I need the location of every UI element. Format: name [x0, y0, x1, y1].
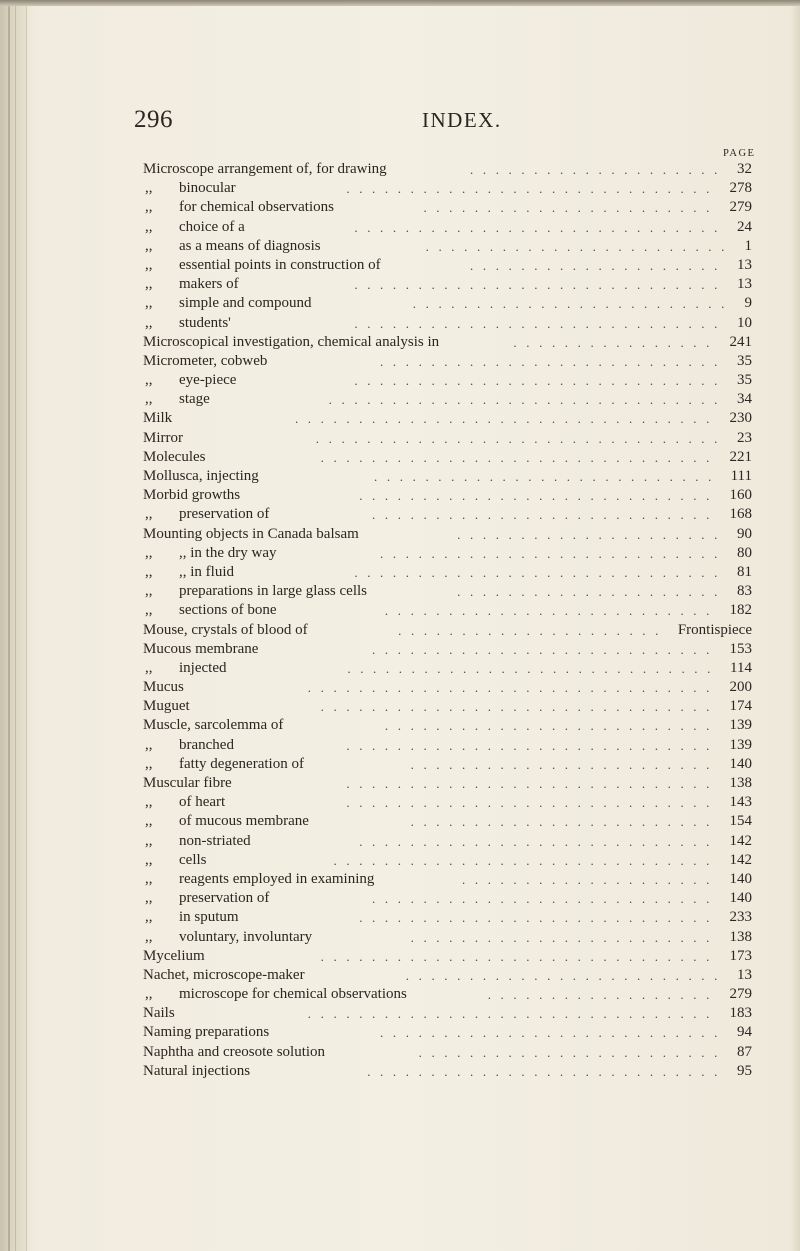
index-entry — [143, 314, 752, 333]
index-entry-page: 153 — [729, 640, 752, 657]
dot-leader: .................... — [470, 162, 727, 177]
index-entry-lead — [143, 333, 443, 352]
index-entry-lead — [143, 678, 188, 697]
index-entry-text: preservation of — [179, 506, 270, 523]
index-entry-text: Mounting objects in Canada balsam — [143, 525, 359, 542]
index-entry-page: 139 — [729, 717, 752, 734]
index-entry-lead — [145, 851, 211, 870]
index-entry-page: 182 — [729, 602, 752, 619]
index-entry-lead — [143, 947, 209, 966]
ditto-mark: ,, — [145, 563, 153, 580]
index-entry-lead — [143, 1043, 329, 1062]
dot-leader: ............................ — [367, 1063, 727, 1079]
index-entry — [143, 736, 752, 755]
ditto-mark: ,, — [145, 813, 153, 830]
index-entry — [143, 621, 752, 640]
ditto-mark: ,, — [145, 928, 153, 945]
index-entry-lead — [145, 812, 313, 831]
index-entry-page: 13 — [737, 966, 752, 983]
index-entry — [143, 409, 752, 428]
index-entry-text: Mucus — [143, 679, 184, 696]
index-entry-page: 200 — [729, 679, 752, 696]
ditto-mark: ,, — [145, 506, 153, 523]
index-entry — [143, 218, 752, 237]
index-entry-lead — [145, 179, 240, 198]
index-entry-text: Naphtha and creosote solution — [143, 1043, 326, 1060]
ditto-mark: ,, — [145, 372, 153, 389]
index-entry-lead — [143, 448, 209, 467]
index-entry-page: 35 — [737, 372, 752, 389]
index-entry-text: Nachet, microscope-maker — [143, 966, 305, 983]
index-entry — [143, 390, 752, 409]
index-entry-page: 142 — [729, 832, 752, 849]
ditto-mark: ,, — [145, 276, 153, 293]
index-entry-text: sections of bone — [179, 602, 277, 619]
index-entry — [143, 812, 752, 831]
index-entry-text: of heart — [179, 794, 226, 811]
ditto-mark: ,, — [145, 295, 153, 312]
index-entry-text: binocular — [179, 180, 236, 197]
index-list — [143, 160, 752, 1081]
index-entry — [143, 294, 752, 313]
index-entry-page: 9 — [744, 295, 752, 312]
dot-leader: ........................ — [410, 814, 719, 830]
index-entry-text: essential points in construction of — [179, 256, 381, 273]
index-entry — [143, 467, 752, 486]
dot-leader: ................................ — [307, 680, 719, 696]
index-entry-text: makers of — [179, 276, 239, 293]
index-entry-lead — [145, 928, 316, 947]
index-entry-page: 140 — [729, 755, 752, 772]
dot-leader: ............................. — [354, 315, 727, 331]
index-entry — [143, 1004, 752, 1023]
index-entry-text: Natural injections — [143, 1062, 251, 1079]
index-entry-text: non-striated — [179, 832, 251, 849]
dot-leader: .......................... — [384, 603, 719, 619]
index-entry-text: Muguet — [143, 698, 190, 715]
ditto-mark: ,, — [145, 870, 153, 887]
dot-leader: ........................... — [380, 545, 727, 561]
index-entry-lead — [145, 832, 255, 851]
index-entry-lead — [145, 237, 325, 256]
dot-leader: ........................ — [418, 1044, 727, 1060]
index-entry-text: Naming preparations — [143, 1024, 270, 1041]
index-entry-page: 111 — [730, 468, 752, 484]
index-entry-text: cells — [179, 851, 207, 868]
index-entry-page: 24 — [737, 218, 752, 235]
index-entry-lead — [143, 697, 194, 716]
ditto-mark: ,, — [145, 391, 153, 408]
index-entry — [143, 448, 752, 467]
dot-leader: ............................. — [354, 219, 727, 235]
index-entry-text: Mucous membrane — [143, 640, 259, 657]
index-entry-text: for chemical observations — [179, 199, 334, 216]
index-entry-page: 221 — [729, 448, 752, 465]
index-entry-page: 279 — [729, 199, 752, 216]
ditto-mark: ,, — [145, 851, 153, 868]
index-entry-text: Nails — [143, 1005, 175, 1022]
ditto-mark: ,, — [145, 909, 153, 926]
index-entry-text: Muscle, sarcolemma of — [143, 717, 284, 734]
dot-leader: ................................ — [307, 1006, 719, 1022]
index-entry-page: 32 — [737, 161, 752, 177]
ditto-mark: ,, — [145, 180, 153, 197]
index-entry — [143, 1023, 752, 1042]
index-entry-page: 278 — [729, 180, 752, 197]
index-entry — [143, 947, 752, 966]
index-entry-page: 142 — [729, 851, 752, 868]
index-entry-text: Mirror — [143, 429, 183, 446]
index-entry-page: 183 — [729, 1005, 752, 1022]
index-entry — [143, 774, 752, 793]
index-entry-page: 173 — [729, 947, 752, 964]
ditto-mark: ,, — [145, 583, 153, 600]
index-entry-text: fatty degeneration of — [179, 755, 304, 772]
dot-leader: ............................. — [354, 373, 727, 389]
index-entry — [143, 851, 752, 870]
index-entry-page: 10 — [737, 314, 752, 331]
dot-leader: .................... — [462, 871, 719, 887]
dot-leader: ......................... — [405, 967, 727, 983]
dot-leader: ..................... — [457, 526, 727, 542]
dot-leader: ........................... — [372, 507, 719, 523]
index-entry-lead — [145, 985, 411, 1004]
index-entry-page: 143 — [729, 794, 752, 811]
page-top-edge — [0, 0, 800, 6]
index-entry-lead — [143, 966, 309, 985]
index-entry-page: 81 — [737, 563, 752, 580]
index-entry-page: 95 — [737, 1062, 752, 1079]
index-entry-page: 139 — [729, 736, 752, 753]
ditto-mark: ,, — [145, 986, 153, 1003]
index-entry-lead — [145, 544, 280, 563]
index-entry-page: 87 — [737, 1043, 752, 1060]
ditto-mark: ,, — [145, 890, 153, 907]
dot-leader: .............................. — [333, 852, 719, 868]
ditto-mark: ,, — [145, 237, 153, 254]
index-entry-page: 1 — [744, 237, 752, 254]
ditto-mark: ,, — [145, 602, 153, 619]
index-entry-lead — [143, 774, 236, 793]
index-entry — [143, 256, 752, 275]
index-entry — [143, 179, 752, 198]
dot-leader: ............................. — [346, 795, 719, 811]
index-entry — [143, 160, 752, 179]
dot-leader: ............................. — [346, 181, 719, 197]
index-entry — [143, 985, 752, 1004]
dot-leader: ............................ — [359, 833, 719, 849]
index-entry — [143, 582, 752, 601]
index-entry-lead — [143, 352, 271, 371]
index-entry — [143, 275, 752, 294]
index-entry — [143, 525, 752, 544]
index-entry — [143, 429, 752, 448]
index-entry — [143, 755, 752, 774]
index-entry — [143, 486, 752, 505]
binding-edge-line — [8, 0, 10, 1251]
dot-leader: ............................. — [346, 737, 719, 753]
dot-leader: ........................... — [374, 469, 721, 484]
index-entry — [143, 563, 752, 582]
index-entry-text: microscope for chemical observations — [179, 986, 407, 1003]
index-entry-page: 90 — [737, 525, 752, 542]
index-entry-text: Microscopical investigation, chemical analysis in — [143, 333, 440, 350]
ditto-mark: ,, — [145, 832, 153, 849]
dot-leader: ............................... — [320, 948, 719, 964]
index-entry-text: students' — [179, 314, 231, 331]
index-entry — [143, 1043, 752, 1062]
index-entry-lead — [143, 525, 363, 544]
dot-leader: ................ — [513, 334, 719, 350]
ditto-mark: ,, — [145, 544, 153, 561]
index-entry-page: 160 — [729, 487, 752, 504]
index-entry-page: 154 — [729, 813, 752, 830]
index-entry-text: injected — [179, 659, 227, 676]
index-entry — [143, 371, 752, 390]
index-entry-lead — [145, 889, 273, 908]
index-entry-page: 230 — [729, 410, 752, 427]
dot-leader: ........................ — [410, 756, 719, 772]
index-entry-lead — [145, 659, 230, 678]
index-entry-text: Micrometer, cobweb — [143, 352, 268, 369]
index-entry — [143, 716, 752, 735]
dot-leader: ..................... — [398, 622, 668, 638]
index-entry — [143, 601, 752, 620]
dot-leader: ................................. — [294, 411, 719, 427]
ditto-mark: ,, — [145, 256, 153, 273]
index-entry-page: 138 — [729, 775, 752, 791]
index-entry — [143, 832, 752, 851]
index-entry — [143, 889, 752, 908]
dot-leader: ............................ — [359, 488, 719, 504]
index-entry-page: 23 — [737, 429, 752, 446]
binding-edge-line — [15, 0, 16, 1251]
index-entry-lead — [145, 275, 243, 294]
index-entry-text: Milk — [143, 410, 173, 427]
index-entry — [143, 505, 752, 524]
index-entry-lead — [145, 793, 229, 812]
dot-leader: ..................... — [457, 584, 727, 600]
ditto-mark: ,, — [145, 218, 153, 235]
index-entry-page: 279 — [729, 986, 752, 1003]
index-entry-lead — [143, 1062, 254, 1081]
dot-leader: ............................. — [347, 660, 720, 676]
dot-leader: ............................... — [320, 449, 719, 465]
index-entry-lead — [145, 371, 240, 390]
index-entry-lead — [143, 486, 244, 505]
index-entry-page: 80 — [737, 544, 752, 561]
index-entry — [143, 198, 752, 217]
dot-leader: ............................. — [354, 277, 727, 293]
dot-leader: .................... — [470, 257, 727, 273]
dot-leader: .......................... — [384, 718, 719, 734]
index-entry-lead — [145, 390, 214, 409]
index-entry-text: preparations in large glass cells — [179, 583, 367, 600]
index-entry-lead — [143, 640, 262, 659]
dot-leader: ........................... — [372, 641, 719, 657]
index-entry-page: 35 — [737, 352, 752, 369]
index-entry-lead — [145, 198, 338, 217]
index-entry-text: simple and compound — [179, 295, 312, 312]
index-entry-text: voluntary, involuntary — [179, 928, 313, 945]
dot-leader: ........................ — [410, 929, 719, 945]
index-entry — [143, 928, 752, 947]
index-entry-page: 34 — [737, 391, 752, 408]
page-column-label: PAGE — [723, 148, 756, 159]
dot-leader: ............................... — [328, 392, 727, 408]
dot-leader: .................. — [487, 987, 719, 1003]
book-binding — [0, 0, 27, 1251]
index-entry-text: Microscope arrangement of, for drawing — [143, 161, 387, 177]
index-entry-text: ,, in fluid — [179, 563, 234, 580]
index-entry-text: Mollusca, injecting — [143, 468, 259, 484]
dot-leader: ................................ — [315, 430, 727, 446]
index-entry-lead — [145, 870, 378, 889]
index-entry-lead — [143, 1023, 273, 1042]
index-entry-lead — [143, 160, 391, 179]
index-entry-text: Mouse, crystals of blood of — [143, 621, 308, 638]
dot-leader: ........................... — [380, 353, 727, 369]
index-entry-text: preservation of — [179, 890, 270, 907]
index-entry-text: Mycelium — [143, 947, 205, 964]
index-entry — [143, 1062, 752, 1081]
index-entry-page: 140 — [729, 870, 752, 887]
index-entry-lead — [143, 621, 312, 640]
index-entry — [143, 697, 752, 716]
index-entry-lead — [143, 429, 187, 448]
index-entry-text: Molecules — [143, 448, 206, 465]
running-head: INDEX. — [422, 108, 502, 132]
index-entry — [143, 908, 752, 927]
index-entry-lead — [145, 218, 249, 237]
index-entry-page: 168 — [729, 506, 752, 523]
index-entry-text: eye-piece — [179, 372, 237, 389]
dot-leader: ....................... — [423, 200, 719, 216]
index-entry — [143, 352, 752, 371]
dot-leader: ............................ — [359, 910, 719, 926]
ditto-mark: ,, — [145, 794, 153, 811]
index-entry-page: 140 — [729, 890, 752, 907]
index-entry-lead — [145, 755, 308, 774]
index-entry — [143, 640, 752, 659]
index-entry-lead — [145, 601, 280, 620]
index-entry-text: branched — [179, 736, 234, 753]
index-entry-page: 13 — [737, 256, 752, 273]
ditto-mark: ,, — [145, 736, 153, 753]
index-entry — [143, 333, 752, 352]
index-entry-text: in sputum — [179, 909, 239, 926]
index-entry-text: as a means of diagnosis — [179, 237, 321, 254]
ditto-mark: ,, — [145, 659, 153, 676]
ditto-mark: ,, — [145, 755, 153, 772]
dot-leader: ........................ — [425, 238, 734, 254]
index-entry-page: 138 — [729, 928, 752, 945]
index-entry-lead — [143, 1004, 179, 1023]
dot-leader: ........................... — [372, 891, 719, 907]
index-entry-text: of mucous membrane — [179, 813, 309, 830]
page-header — [134, 106, 694, 134]
index-entry-page: 83 — [737, 583, 752, 600]
index-entry-page: 174 — [729, 698, 752, 715]
dot-leader: ............................. — [346, 776, 719, 791]
index-entry-page: 13 — [737, 276, 752, 293]
index-entry-lead — [145, 256, 385, 275]
index-entry-lead — [145, 908, 243, 927]
index-entry-lead — [143, 467, 263, 486]
index-entry-lead — [143, 716, 287, 735]
dot-leader: ............................... — [320, 699, 719, 715]
dot-leader: ........................... — [380, 1025, 727, 1041]
index-entry-page: 114 — [730, 659, 752, 676]
index-entry-text: Muscular fibre — [143, 775, 232, 791]
index-entry — [143, 793, 752, 812]
index-entry-lead — [145, 505, 273, 524]
dot-leader: ......................... — [412, 296, 734, 312]
index-entry-page: 94 — [737, 1024, 752, 1041]
index-entry-text: Morbid growths — [143, 487, 241, 504]
index-entry-lead — [145, 582, 371, 601]
ditto-mark: ,, — [145, 314, 153, 331]
index-entry-text: reagents employed in examining — [179, 870, 375, 887]
index-entry-lead — [145, 294, 315, 313]
index-entry — [143, 966, 752, 985]
dot-leader: ............................. — [354, 564, 727, 580]
ditto-mark: ,, — [145, 199, 153, 216]
index-entry-text: choice of a — [179, 218, 245, 235]
index-entry-text: stage — [179, 391, 210, 408]
page-number: 296 — [134, 106, 173, 133]
index-entry — [143, 870, 752, 889]
index-entry — [143, 659, 752, 678]
index-entry-lead — [145, 563, 238, 582]
index-entry-lead — [145, 736, 238, 755]
index-entry-page: 241 — [729, 333, 752, 350]
index-entry-text: ,, in the dry way — [179, 544, 277, 561]
index-entry-lead — [143, 409, 176, 428]
index-entry-page: 233 — [729, 909, 752, 926]
index-entry — [143, 237, 752, 256]
index-entry-lead — [145, 314, 235, 333]
index-entry — [143, 544, 752, 563]
index-entry — [143, 678, 752, 697]
index-entry-page: Frontispiece — [677, 621, 752, 638]
